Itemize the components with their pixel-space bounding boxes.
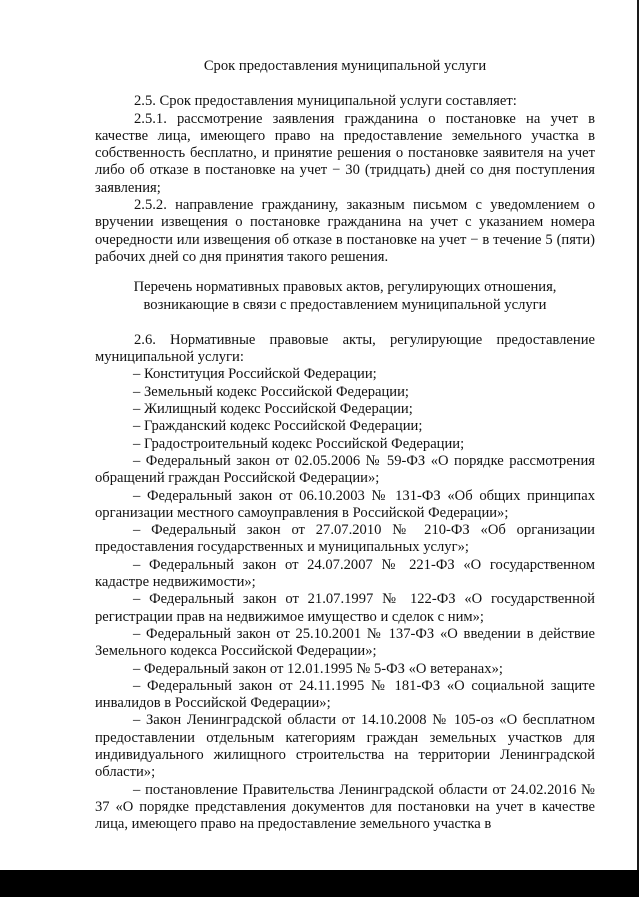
act-item-fz-122: – Федеральный закон от 21.07.1997 № 122-ФЗ «О государственной регистрации прав на недвижимое имущество и сделок с ним»; <box>95 591 595 625</box>
paragraph-2-5-1: 2.5.1. рассмотрение заявления гражданина о постановке на учет в качестве лица, имеющего право на предоставление земельного участка в собственность бесплатно, и принятие решения о постановке заявителя на учет либо об отказе в постановке на учет − 30 (тридцать) дней со дня поступления заявления; <box>95 110 595 196</box>
act-item-constitution: – Конституция Российской Федерации; <box>133 366 377 383</box>
act-item-fz-5: – Федеральный закон от 12.01.1995 № 5-ФЗ «О ветеранах»; <box>133 660 503 677</box>
act-item-fz-137: – Федеральный закон от 25.10.2001 № 137-ФЗ «О введении в действие Земельного кодекса Российской Федерации»; <box>95 625 595 660</box>
paragraph-2-5: 2.5. Срок предоставления муниципальной услуги составляет: <box>134 93 517 110</box>
scan-bottom-bar <box>0 870 639 897</box>
act-item-fz-59: – Федеральный закон от 02.05.2006 № 59-ФЗ «О порядке рассмотрения обращений граждан Российской Федерации»; <box>95 452 595 487</box>
act-item-lo-resolution-37: – постановление Правительства Ленинградской области от 24.02.2016 № 37 «О порядке представления документов для постановки на учет в качестве лица, имеющего право на предоставление земельного участка в <box>95 781 595 833</box>
act-item-fz-181: – Федеральный закон от 24.11.1995 № 181-ФЗ «О социальной защите инвалидов в Российской Федерации»; <box>95 677 595 712</box>
act-item-fz-221: – Федеральный закон от 24.07.2007 № 221-ФЗ «О государственном кадастре недвижимости»; <box>95 556 595 591</box>
document-body <box>95 58 595 833</box>
section-heading-acts <box>95 279 595 314</box>
paragraph-2-6: 2.6. Нормативные правовые акты, регулирующие предоставление муниципальной услуги: <box>95 331 595 366</box>
section-heading-acts-line-2: возникающие в связи с предоставлением муниципальной услуги <box>143 296 547 313</box>
act-item-civil-code: – Гражданский кодекс Российской Федерации; <box>133 418 423 435</box>
act-item-fz-210: – Федеральный закон от 27.07.2010 № 210-ФЗ «Об организации предоставления государственных и муниципальных услуг»; <box>95 522 595 556</box>
act-item-fz-131: – Федеральный закон от 06.10.2003 № 131-ФЗ «Об общих принципах организации местного самоуправления в Российской Федерации»; <box>95 487 595 521</box>
section-heading-term: Срок предоставления муниципальной услуги <box>203 58 487 74</box>
act-item-housing-code: – Жилищный кодекс Российской Федерации; <box>133 401 413 418</box>
paragraph-2-5-2: 2.5.2. направление гражданину, заказным письмом с уведомлением о вручении извещения о постановке гражданина на учет с указанием номера очередности или извещения об отказе в постановке на учет − в течение 5 (пяти) рабочих дней со дня принятия такого решения. <box>95 197 595 265</box>
act-item-urban-planning-code: – Градостроительный кодекс Российской Федерации; <box>133 435 465 452</box>
act-item-lo-105: – Закон Ленинградской области от 14.10.2008 № 105-оз «О бесплатном предоставлении отдельным категориям граждан земельных участков для индивидуального жилищного строительства на территории Ленинградской области»; <box>95 712 595 781</box>
section-heading-acts-line-1: Перечень нормативных правовых актов, регулирующих отношения, <box>133 279 557 296</box>
act-item-land-code: – Земельный кодекс Российской Федерации; <box>133 383 409 400</box>
